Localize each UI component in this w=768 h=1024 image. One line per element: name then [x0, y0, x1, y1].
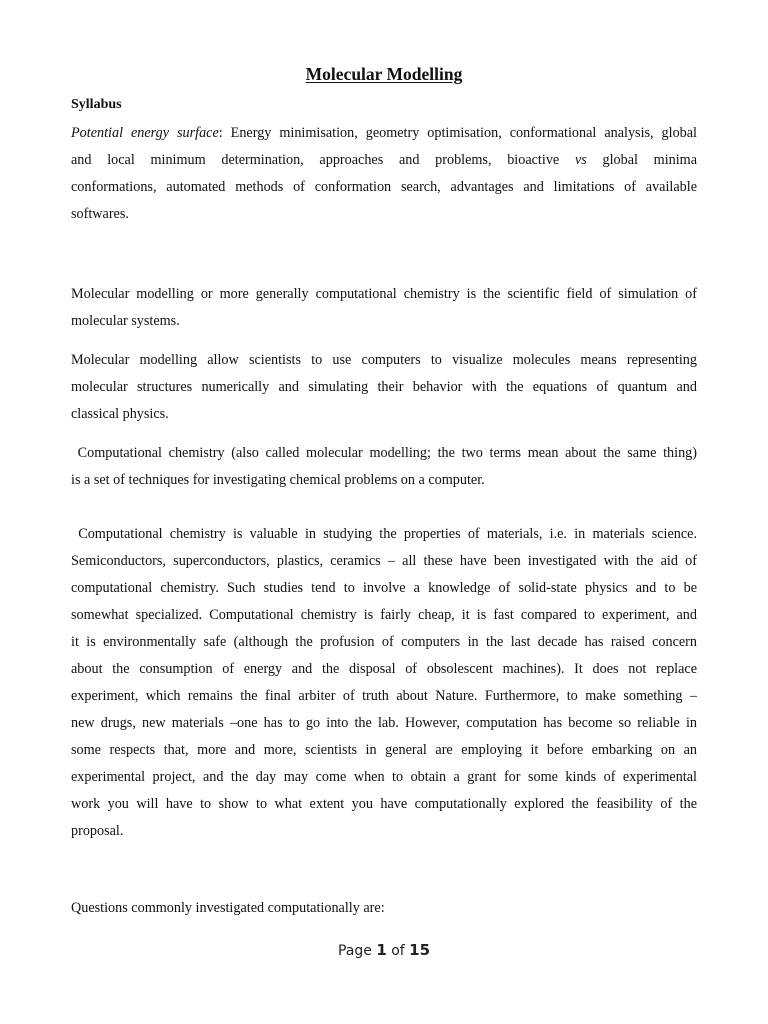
- syllabus-line-3: conformations, automated methods of conformation search, advantages and limitations of available: [71, 179, 697, 195]
- syllabus-line-2: and local minimum determination, approaches and problems, bioactive vs global minima: [71, 152, 698, 168]
- text-line: it is environmentally safe (although the profusion of computers in the last decade has raised concern: [71, 634, 697, 650]
- text-line: somewhat specialized. Computational chemistry is fairly cheap, it is fast compared to experiment, and: [71, 607, 697, 623]
- text-line: work you will have to show to what extent you have computationally explored the feasibility of the: [71, 796, 697, 812]
- text-line: about the consumption of energy and the disposal of obsolescent machines). It does not replace: [71, 661, 697, 677]
- body-paragraph-5: [71, 895, 697, 922]
- syllabus-paragraph: [71, 120, 697, 228]
- syllabus-line-4: softwares.: [71, 206, 129, 222]
- text-line: Molecular modelling allow scientists to use computers to visualize molecules means representing: [71, 352, 697, 368]
- text-line: computational chemistry. Such studies tend to involve a knowledge of solid-state physics and to be: [71, 580, 697, 596]
- text-line: is a set of techniques for investigating chemical problems on a computer.: [71, 472, 485, 488]
- syllabus-topic: Potential energy surface: [71, 125, 219, 141]
- text-line: proposal.: [71, 823, 124, 839]
- page-footer: [0, 941, 768, 959]
- body-paragraph-3: [71, 440, 697, 494]
- text-line: Semiconductors, superconductors, plastics, ceramics – all these have been investigated with the aid of: [71, 553, 697, 569]
- text-line: molecular structures numerically and simulating their behavior with the equations of quantum and: [71, 379, 697, 395]
- text-line: experimental project, and the day may come when to obtain a grant for some kinds of experimental: [71, 769, 697, 785]
- syllabus-line-1: Potential energy surface: Energy minimisation, geometry optimisation, conformational analysis, global: [71, 125, 697, 141]
- syllabus-heading: Syllabus: [71, 97, 122, 112]
- page-word: Page: [337, 943, 372, 959]
- text-line: Molecular modelling or more generally computational chemistry is the scientific field of simulation of: [71, 286, 697, 302]
- text-line: classical physics.: [71, 406, 169, 422]
- total-pages-number: 15: [409, 941, 431, 959]
- text-line: experiment, which remains the final arbiter of truth about Nature. Furthermore, to make something –: [71, 688, 697, 704]
- text-line: Computational chemistry (also called molecular modelling; the two terms mean about the same thing): [71, 445, 697, 461]
- body-paragraph-2: [71, 347, 697, 428]
- text-line: Computational chemistry is valuable in studying the properties of materials, i.e. in materials science.: [71, 526, 697, 542]
- body-paragraph-4: [71, 521, 697, 845]
- text-line: some respects that, more and more, scientists in general are employing it before embarking on an: [71, 742, 697, 758]
- current-page-number: 1: [376, 941, 387, 959]
- of-word: of: [391, 943, 405, 959]
- text-line: Questions commonly investigated computationally are:: [71, 900, 385, 916]
- text-line: molecular systems.: [71, 313, 180, 329]
- body-paragraph-1: [71, 281, 697, 335]
- page-title: Molecular Modelling: [305, 64, 463, 84]
- text-line: new drugs, new materials –one has to go into the lab. However, computation has become so reliable in: [71, 715, 697, 731]
